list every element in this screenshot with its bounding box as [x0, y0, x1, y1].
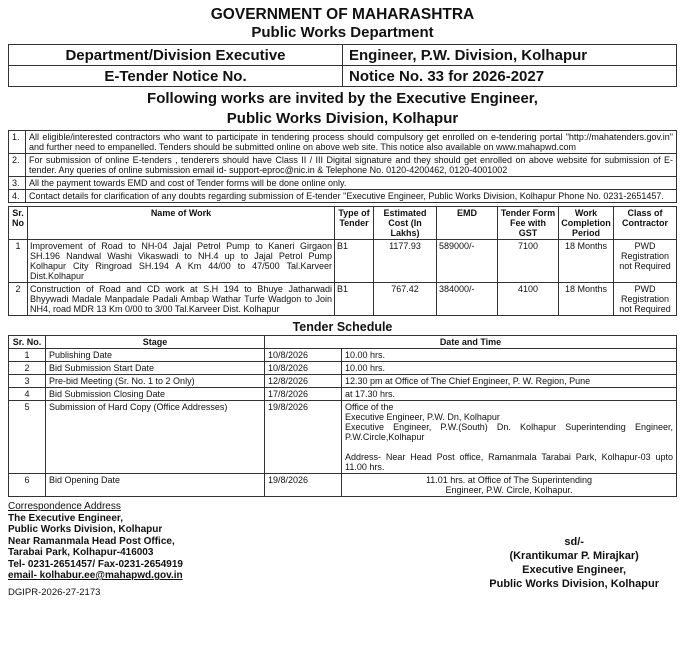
info-row	[9, 45, 677, 66]
signature-sd: sd/-	[564, 536, 584, 548]
work-sr: 2	[9, 283, 28, 316]
address-line: The Executive Engineer,	[8, 512, 124, 524]
sched-date: 12/8/2026	[265, 375, 342, 388]
schedule-title: Tender Schedule	[292, 320, 393, 334]
schedule-row	[9, 388, 677, 401]
sched-stage: Bid Opening Date	[46, 474, 265, 497]
col-name: Name of Work	[28, 207, 335, 240]
work-cost: 1177.93	[374, 240, 437, 283]
invitation-heading	[8, 89, 677, 129]
schedule-row	[9, 349, 677, 362]
work-class: PWD Registration not Required	[614, 283, 677, 316]
address-line: Tel- 0231-2651457/ Fax-0231-2654919	[8, 558, 183, 570]
work-emd: 384000/-	[437, 283, 498, 316]
address-line: Near Ramanmala Head Post Office,	[8, 535, 175, 547]
sched-time: 10.00 hrs.	[342, 362, 677, 375]
signatory-title: Executive Engineer,	[522, 564, 627, 576]
sched-stage: Bid Submission Start Date	[46, 362, 265, 375]
info-label: Department/Division Executive	[9, 45, 343, 66]
sched-sr: 5	[9, 401, 46, 474]
note-row	[9, 131, 677, 154]
col-class: Class of Contractor	[614, 207, 677, 240]
sched-stage: Publishing Date	[46, 349, 265, 362]
note-row	[9, 177, 677, 190]
note-text: Contact details for clarification of any doubts regarding submission of E-tender "Executive Engineer, Public Works Division, Kolhapur Phone No. 0231-2651457.	[26, 190, 677, 203]
col-sched-sr: Sr. No.	[9, 336, 46, 349]
schedule-row	[9, 362, 677, 375]
note-number: 1.	[9, 131, 26, 154]
work-fee: 7100	[498, 240, 559, 283]
sched-stage: Submission of Hard Copy (Office Addresses)	[46, 401, 265, 474]
invitation-line1: Following works are invited by the Executive Engineer,	[147, 90, 538, 107]
work-emd: 589000/-	[437, 240, 498, 283]
work-type: B1	[335, 283, 374, 316]
dgipr-number: DGIPR-2026-27-2173	[8, 587, 101, 598]
col-emd: EMD	[437, 207, 498, 240]
email-line: email- kolhabur.ee@mahapwd.gov.in	[8, 570, 183, 581]
notice-info-table	[8, 44, 677, 87]
work-period: 18 Months	[559, 283, 614, 316]
works-row	[9, 283, 677, 316]
office-line: Executive Engineer, P.W. Dn, Kolhapur	[345, 412, 500, 422]
sched-time: 11.01 hrs. at Office of The Superintending Engineer, P.W. Circle, Kolhapur.	[342, 474, 677, 497]
col-period: Work Completion Period	[559, 207, 614, 240]
info-value: Notice No. 33 for 2026-2027	[343, 66, 677, 87]
col-fee: Tender Form Fee with GST	[498, 207, 559, 240]
info-label: E-Tender Notice No.	[9, 66, 343, 87]
sched-date: 10/8/2026	[265, 349, 342, 362]
sched-date: 19/8/2026	[265, 401, 342, 474]
info-value: Engineer, P.W. Division, Kolhapur	[343, 45, 677, 66]
note-row	[9, 154, 677, 177]
invitation-line2: Public Works Division, Kolhapur	[226, 110, 459, 127]
signatory-name: (Krantikumar P. Mirajkar)	[509, 550, 639, 562]
correspondence-heading: Correspondence Address	[8, 501, 121, 512]
sched-sr: 2	[9, 362, 46, 375]
note-number: 2.	[9, 154, 26, 177]
sched-time-offices	[342, 401, 677, 474]
address-line: Public Works Division, Kolhapur	[8, 524, 163, 535]
schedule-row	[9, 474, 677, 497]
schedule-header-row	[9, 336, 677, 349]
note-text: All eligible/interested contractors who want to participate in tendering process should compulsory get enrolled on e-tendering portal "http://mahatenders.gov.in" and further need to empanelled. Tenders should be submitted online on above web site. This notice also available on www.mahapwd.com	[26, 131, 677, 154]
sched-sr: 4	[9, 388, 46, 401]
notes-table	[8, 130, 677, 203]
col-type: Type of Tender	[335, 207, 374, 240]
sched-sr: 1	[9, 349, 46, 362]
sched-time: at 17.30 hrs.	[342, 388, 677, 401]
sched-sr: 3	[9, 375, 46, 388]
schedule-table	[8, 335, 677, 497]
note-number: 3.	[9, 177, 26, 190]
works-header-row	[9, 207, 677, 240]
sched-date: 17/8/2026	[265, 388, 342, 401]
sched-stage: Pre-bid Meeting (Sr. No. 1 to 2 Only)	[46, 375, 265, 388]
note-number: 4.	[9, 190, 26, 203]
note-text: All the payment towards EMD and cost of Tender forms will be done online only.	[26, 177, 677, 190]
tender-notice	[8, 0, 677, 601]
col-stage: Stage	[46, 336, 265, 349]
work-class: PWD Registration not Required	[614, 240, 677, 283]
work-fee: 4100	[498, 283, 559, 316]
government-title: GOVERNMENT OF MAHARASHTRA	[210, 6, 475, 23]
col-sr: Sr. No	[9, 207, 28, 240]
col-datetime: Date and Time	[265, 336, 677, 349]
schedule-row	[9, 401, 677, 474]
works-table	[8, 206, 677, 316]
sched-stage: Bid Submission Closing Date	[46, 388, 265, 401]
work-sr: 1	[9, 240, 28, 283]
sched-date: 10/8/2026	[265, 362, 342, 375]
footer	[8, 501, 677, 601]
work-name: Improvement of Road to NH-04 Jajal Petrol Pump to Kaneri Girgaon SH.196 Nandwal Washi Vikaswadi to NH.4 up to Jajal Petrol Pump Kolhapur City Ringroad SH.194 A Km 44/00 to 47/500 Tal.Karveer Dist.Kolhapur	[28, 240, 335, 283]
signature-block	[489, 535, 659, 591]
address-line: Tarabai Park, Kolhapur-416003	[8, 547, 154, 558]
work-name: Construction of Road and CD work at S.H 194 to Bhuye Jatharwadi Bhyywadi Madale Manpadale Padali Ambap Wathar Turfe Wadgon to Join NH4, road MDR 13 Km 0/00 to 3/00 Tal.Karveer Dist. Kolhapur	[28, 283, 335, 316]
note-row	[9, 190, 677, 203]
col-cost: Estimated Cost (In Lakhs)	[374, 207, 437, 240]
works-row	[9, 240, 677, 283]
office-address: Address- Near Head Post office, Ramanmala Tarabai Park, Kolhapur-03 upto 11.00 hrs.	[345, 452, 673, 472]
signatory-division: Public Works Division, Kolhapur	[489, 578, 659, 590]
department-title: Public Works Department	[251, 24, 434, 41]
schedule-row	[9, 375, 677, 388]
sched-time: 12.30 pm at Office of The Chief Engineer, P. W. Region, Pune	[342, 375, 677, 388]
info-row	[9, 66, 677, 87]
work-type: B1	[335, 240, 374, 283]
work-cost: 767.42	[374, 283, 437, 316]
note-text: For submission of online E-tenders , tenderers should have Class II / III Digital signature and they should get enrolled on above website for submission of E-tender. Any queries of online submission email id- support-eproc@nic.in & Telephone No. 0120-4200462, 0120-4001002	[26, 154, 677, 177]
sched-sr: 6	[9, 474, 46, 497]
office-line: Executive Engineer, P.W.(South) Dn. Kolhapur Superintending Engineer, P.W.Circle,Kolhapur	[345, 422, 673, 442]
work-period: 18 Months	[559, 240, 614, 283]
office-intro: Office of the	[345, 402, 394, 412]
correspondence-address	[8, 501, 183, 582]
sched-date: 19/8/2026	[265, 474, 342, 497]
sched-time: 10.00 hrs.	[342, 349, 677, 362]
